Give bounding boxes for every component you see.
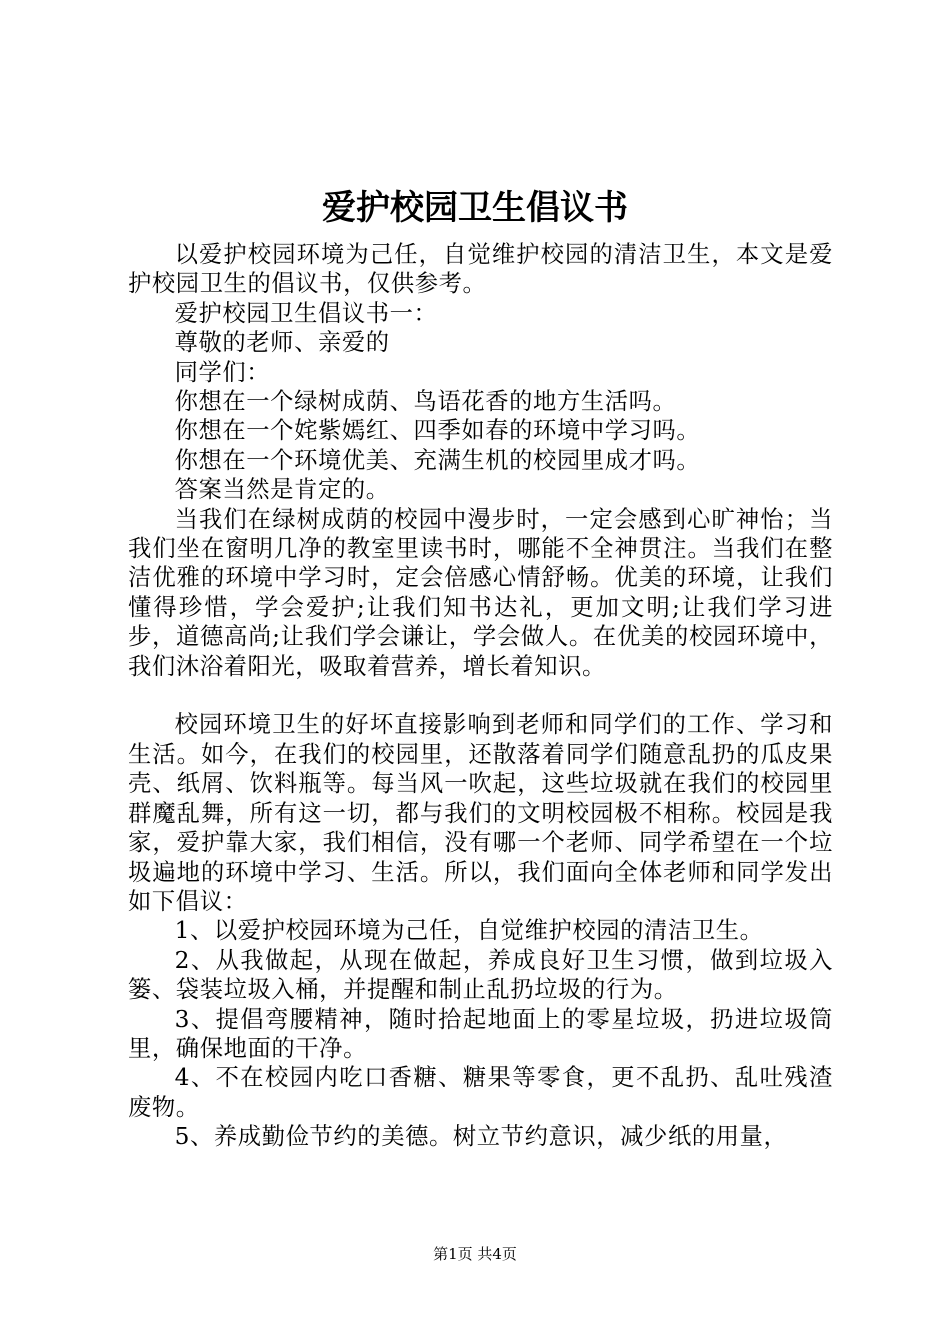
document-title: 爱护校园卫生倡议书 [322, 188, 628, 228]
intro-paragraph: 以爱护校园环境为己任，自觉维护校园的清洁卫生，本文是爱护校园卫生的倡议书，仅供参考。 [128, 241, 833, 298]
salutation-line: 尊敬的老师、亲爱的 [174, 329, 390, 357]
body-paragraph: 当我们在绿树成荫的校园中漫步时，一定会感到心旷神怡；当我们坐在窗明几净的教室里读书时，哪能不全神贯注。当我们在整洁优雅的环境中学习时，定会倍感心情舒畅。优美的环境，让我们懂得珍惜，学会爱护;让我们知书达礼，更加文明;让我们学习进步，道德高尚;让我们学会谦让，学会做人。在优美的校园环境中，我们沐浴着阳光，吸取着营养，增长着知识。 [128, 505, 833, 680]
answer-line: 答案当然是肯定的。 [174, 476, 390, 504]
proposal-item: 5、养成勤俭节约的美德。树立节约意识，减少纸的用量， [174, 1123, 788, 1151]
proposal-item: 4、不在校园内吃口香糖、糖果等零食，更不乱扔、乱吐残渣废物。 [128, 1064, 833, 1121]
page-number-footer: 第1页 共4页 [433, 1245, 517, 1263]
proposal-item: 3、提倡弯腰精神，随时拾起地面上的零星垃圾，扔进垃圾筒里，确保地面的干净。 [128, 1005, 833, 1062]
proposal-item: 2、从我做起，从现在做起，养成良好卫生习惯，做到垃圾入篓、袋装垃圾入桶，并提醒和制止乱扔垃圾的行为。 [128, 946, 833, 1004]
proposal-item: 1、以爱护校园环境为己任，自觉维护校园的清洁卫生。 [174, 917, 764, 945]
section-heading: 爱护校园卫生倡议书一： [174, 299, 438, 327]
body-paragraph: 校园环境卫生的好坏直接影响到老师和同学们的工作、学习和生活。如今，在我们的校园里，还散落着同学们随意乱扔的瓜皮果壳、纸屑、饮料瓶等。每当风一吹起，这些垃圾就在我们的校园里群魔乱舞，所有这一切，都与我们的文明校园极不相称。校园是我家，爱护靠大家，我们相信，没有哪一个老师、同学希望在一个垃圾遍地的环境中学习、生活。所以，我们面向全体老师和同学发出如下倡议： [128, 711, 833, 915]
salutation-line: 同学们： [174, 358, 271, 386]
question-line: 你想在一个环境优美、充满生机的校园里成才吗。 [174, 446, 701, 474]
question-line: 你想在一个绿树成荫、鸟语花香的地方生活吗。 [174, 388, 677, 416]
question-line: 你想在一个姹紫嫣红、四季如春的环境中学习吗。 [174, 417, 701, 445]
document-body [128, 240, 833, 1152]
